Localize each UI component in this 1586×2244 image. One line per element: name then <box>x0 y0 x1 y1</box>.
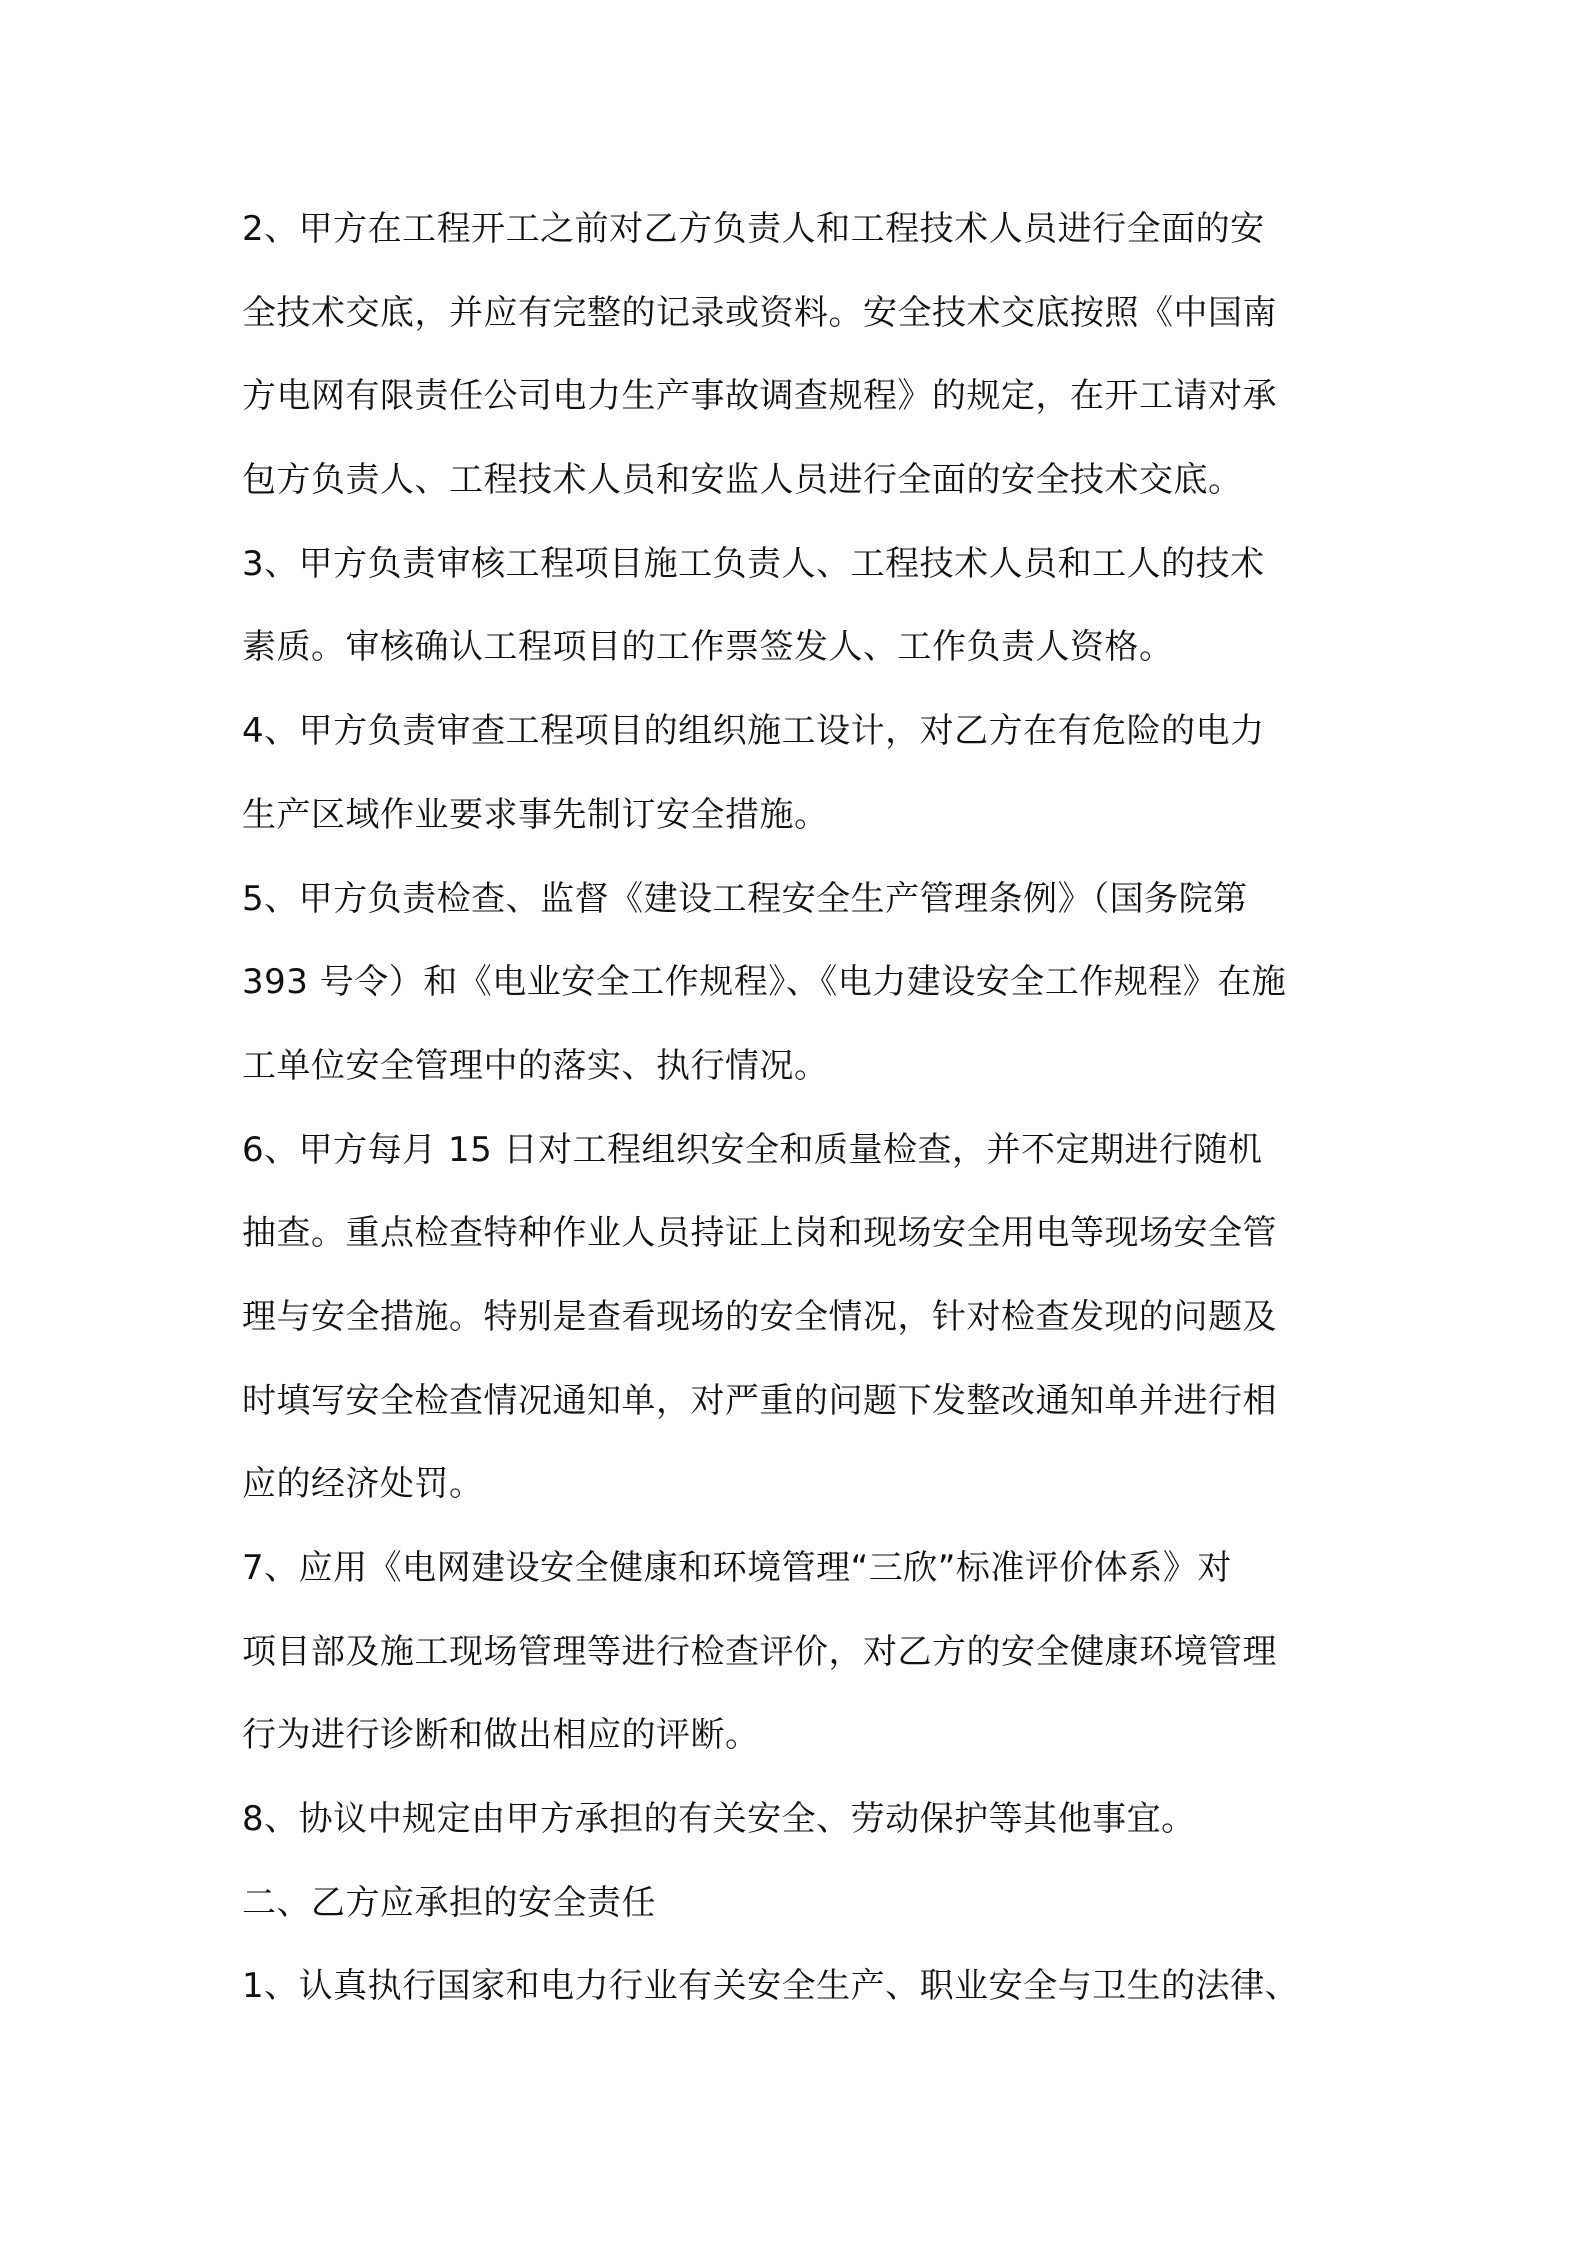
text-line: 4、甲方负责审查工程项目的组织施工设计，对乙方在有危险的电力 <box>242 711 1265 752</box>
text-line: 应的经济处罚。 <box>242 1464 484 1505</box>
text-line: 方电网有限责任公司电力生产事故调查规程》的规定，在开工请对承 <box>242 376 1277 417</box>
section-heading: 二、乙方应承担的安全责任 <box>242 1882 656 1923</box>
text-line: 生产区域作业要求事先制订安全措施。 <box>242 794 829 835</box>
text-line: 行为进行诊断和做出相应的评断。 <box>242 1715 760 1756</box>
text-line: 7、应用《电网建设安全健康和环境管理“三欣”标准评价体系》对 <box>242 1548 1232 1588</box>
text-line: 项目部及施工现场管理等进行检查评价，对乙方的安全健康环境管理 <box>242 1631 1277 1672</box>
text-line: 时填写安全检查情况通知单，对严重的问题下发整改通知单并进行相 <box>242 1380 1277 1421</box>
document-body <box>242 188 1362 2029</box>
text-line: 393 号令）和《电业安全工作规程》、《电力建设安全工作规程》在施 <box>242 962 1287 1003</box>
text-line: 全技术交底，并应有完整的记录或资料。安全技术交底按照《中国南 <box>242 292 1277 333</box>
text-line: 包方负责人、工程技术人员和安监人员进行全面的安全技术交底。 <box>242 460 1243 501</box>
text-line: 2、甲方在工程开工之前对乙方负责人和工程技术人员进行全面的安 <box>242 209 1265 249</box>
text-line: 3、甲方负责审核工程项目施工负责人、工程技术人员和工人的技术 <box>242 543 1265 584</box>
text-line: 1、认真执行国家和电力行业有关安全生产、职业安全与卫生的法律、 <box>242 1966 1300 2007</box>
text-line: 6、甲方每月 15 日对工程组织安全和质量检查，并不定期进行随机 <box>242 1129 1263 1170</box>
text-line: 理与安全措施。特别是查看现场的安全情况，针对检查发现的问题及 <box>242 1296 1277 1337</box>
text-line: 素质。审核确认工程项目的工作票签发人、工作负责人资格。 <box>242 627 1174 668</box>
text-line: 5、甲方负责检查、监督《建设工程安全生产管理条例》（国务院第 <box>242 878 1248 919</box>
text-line: 工单位安全管理中的落实、执行情况。 <box>242 1045 829 1086</box>
text-line: 8、协议中规定由甲方承担的有关安全、劳动保护等其他事宜。 <box>242 1799 1196 1840</box>
text-line: 抽查。重点检查特种作业人员持证上岗和现场安全用电等现场安全管 <box>242 1213 1277 1254</box>
